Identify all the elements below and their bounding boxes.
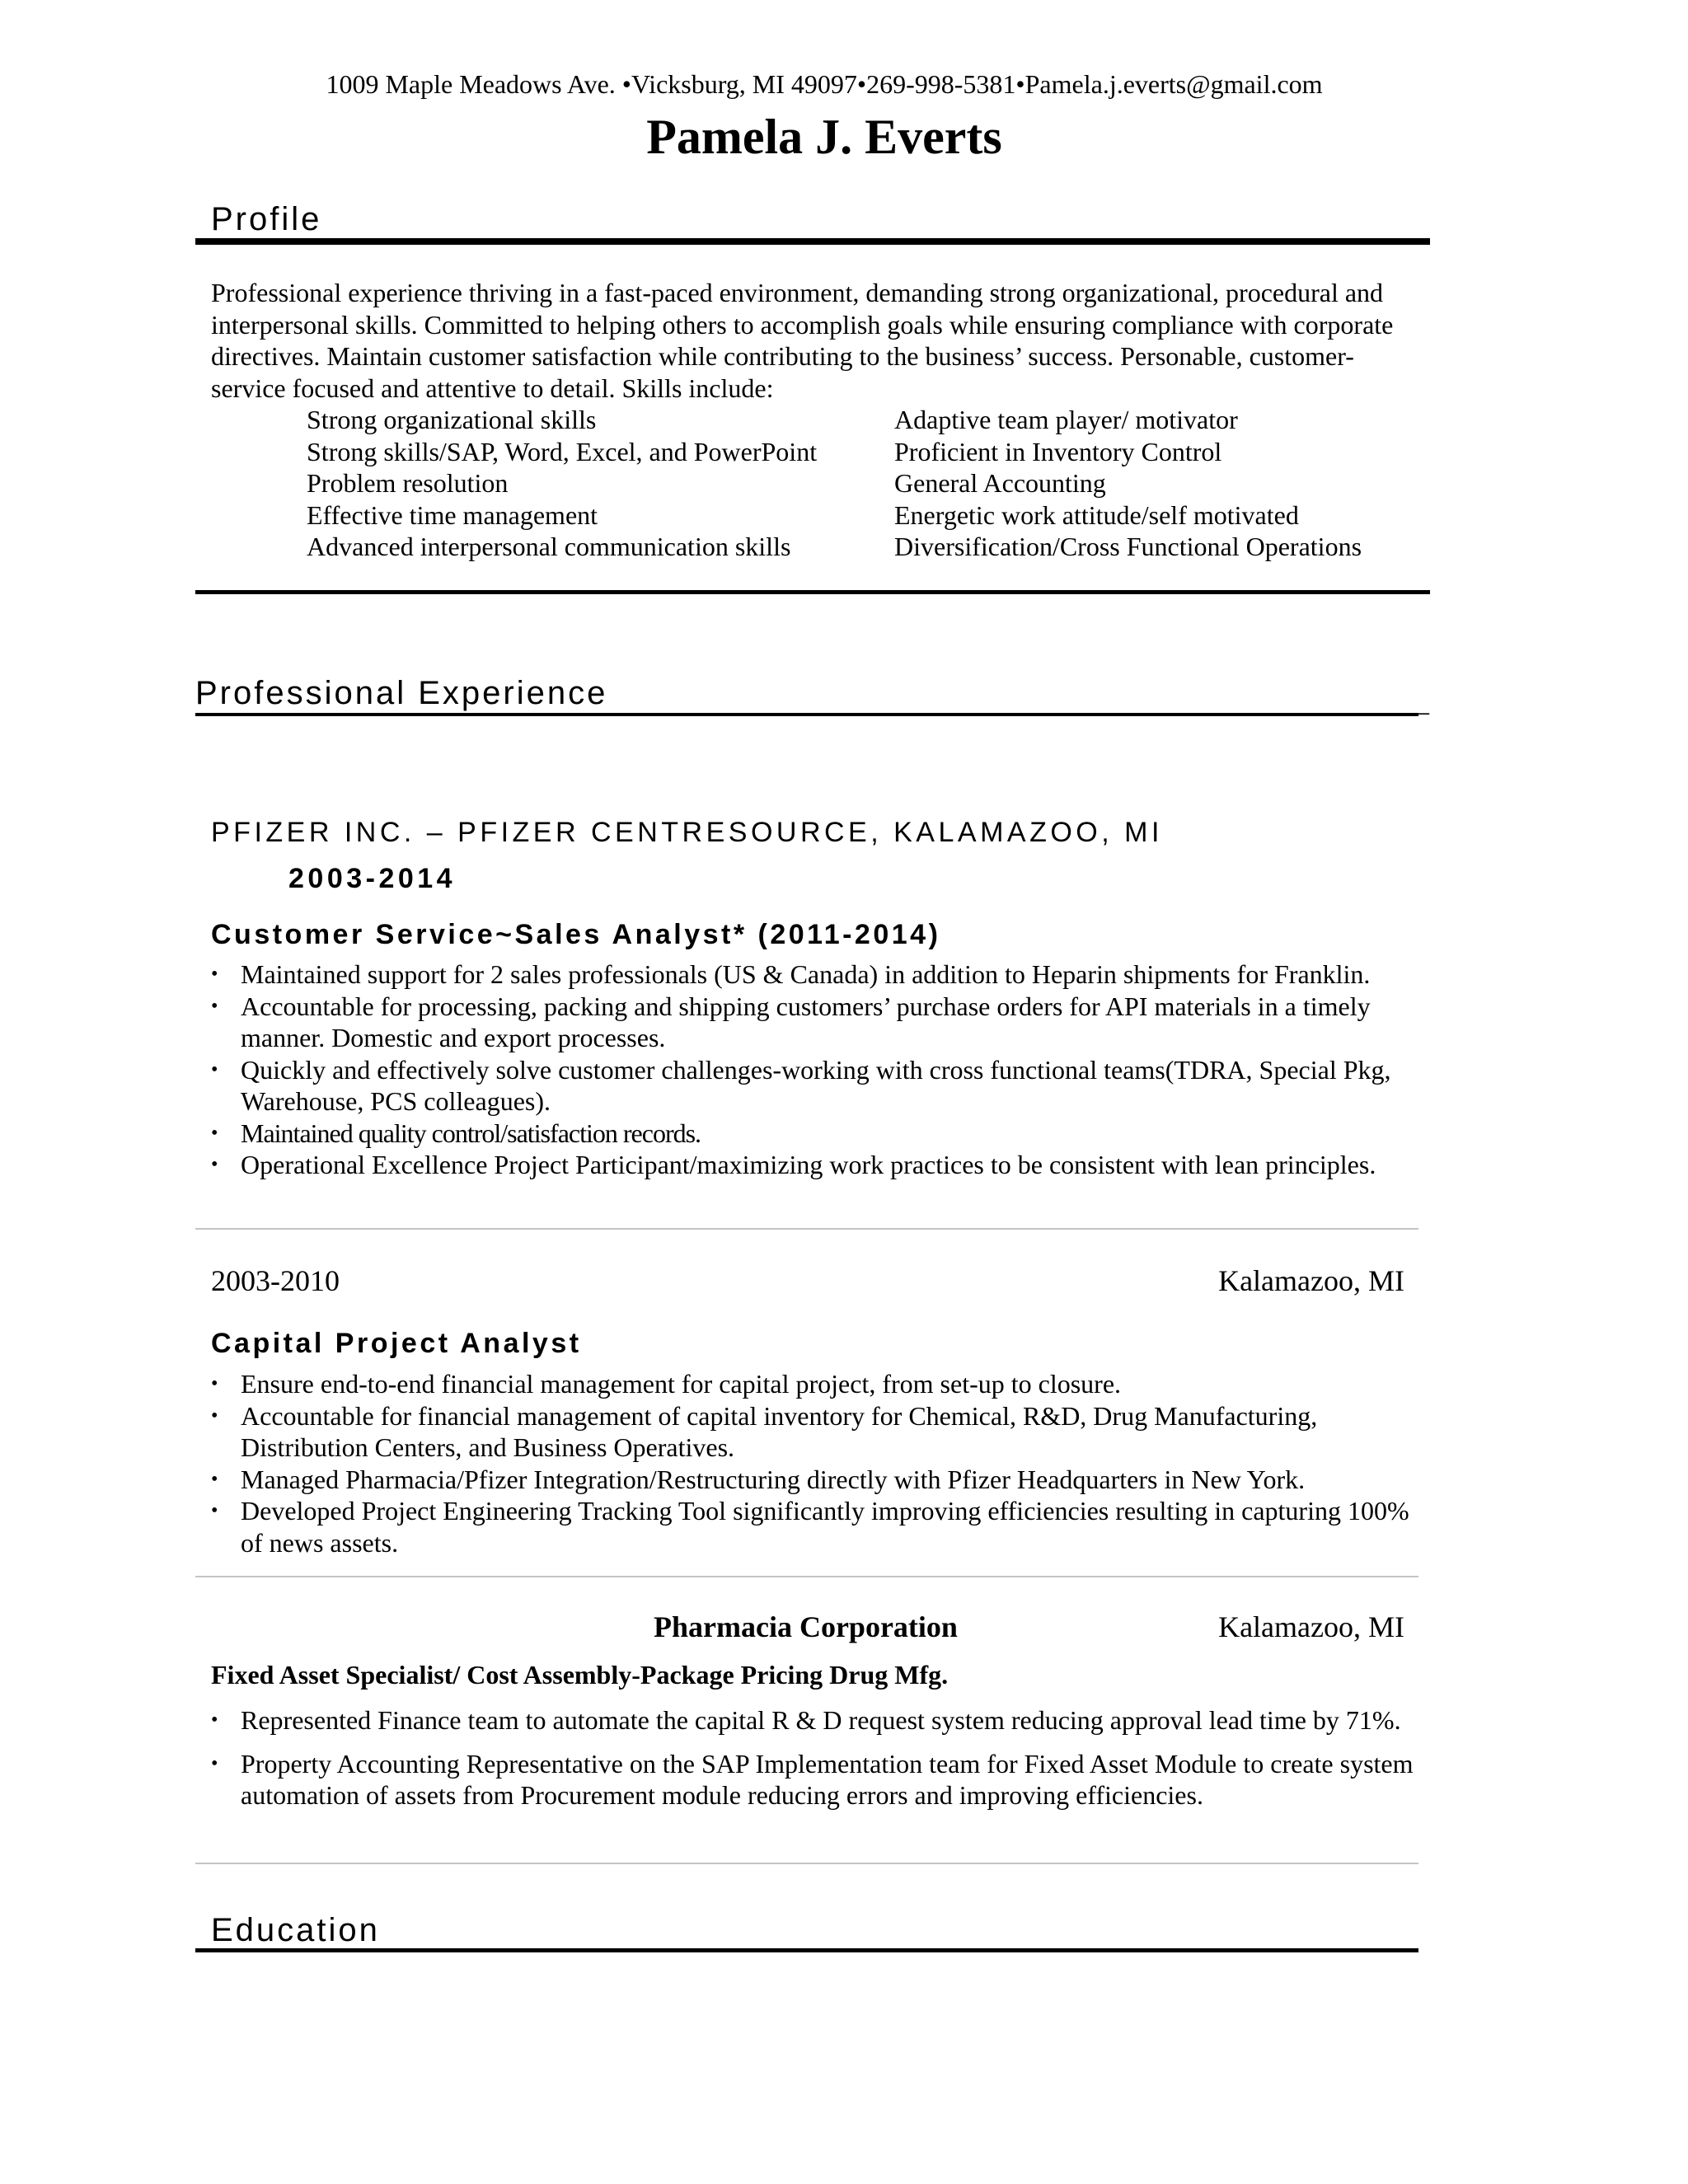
skill-item: Adaptive team player/ motivator — [894, 405, 1238, 434]
job-divider — [195, 1863, 1418, 1864]
job-title: Customer Service~Sales Analyst* (2011-2014) — [211, 919, 941, 950]
job-divider — [195, 1228, 1418, 1230]
skill-item: Energetic work attitude/self motivated — [894, 499, 1299, 530]
list-item: • Property Accounting Representative on the SAP Implementation team for Fixed Asset Module to create system automation of assets from Procurement module reducing errors and improving efficiencies. — [211, 1748, 1414, 1811]
list-item: • Managed Pharmacia/Pfizer Integration/Restructuring directly with Pfizer Headquarters in New York. — [211, 1464, 1414, 1496]
list-item: • Developed Project Engineering Tracking Tool significantly improving efficiencies resulting in capturing 100% of news assets. — [211, 1495, 1414, 1558]
experience-rule-trailing-mark: _ — [1416, 687, 1429, 717]
list-item: • Maintained support for 2 sales professionals (US & Canada) in addition to Heparin shipments for Franklin. — [211, 958, 1414, 991]
profile-rule-bottom — [195, 590, 1430, 594]
list-item: • Accountable for financial management of capital inventory for Chemical, R&D, Drug Manufacturing, Distribution Centers, and Business Operatives. — [211, 1400, 1414, 1464]
education-rule — [195, 1948, 1418, 1952]
list-item: • Operational Excellence Project Participant/maximizing work practices to be consistent with lean principles. — [211, 1149, 1414, 1181]
job-location: Kalamazoo, MI — [1218, 1264, 1404, 1297]
list-item: • Represented Finance team to automate the capital R & D request system reducing approval lead time by 71%. — [211, 1704, 1414, 1736]
list-item: • Ensure end-to-end financial management for capital project, from set-up to closure. — [211, 1368, 1414, 1400]
experience-rule — [195, 713, 1418, 716]
job-title: Fixed Asset Specialist/ Cost Assembly-Package Pricing Drug Mfg. — [211, 1660, 949, 1690]
skill-item: General Accounting — [894, 468, 1106, 498]
profile-paragraph: Professional experience thriving in a fast-paced environment, demanding strong organizational, procedural and interpersonal skills. Committed to helping others to accomplish goals while ensuring compliance with corporate directives. Maintain customer satisfaction while contributing to the business’ success. Personable, customer-service focused and attentive to detail. Skills include: — [211, 278, 1394, 403]
skill-item: Problem resolution — [307, 468, 509, 498]
education-heading: Education — [211, 1912, 380, 1948]
job-bullet-list — [211, 1368, 1414, 1558]
skill-item: Advanced interpersonal communication skills — [307, 532, 791, 561]
contact-line: 1009 Maple Meadows Ave. •Vicksburg, MI 49097•269-998-5381•Pamela.j.everts@gmail.com — [326, 69, 1323, 99]
job-years: 2003-2010 — [211, 1264, 340, 1297]
skill-item: Strong skills/SAP, Word, Excel, and PowerPoint — [307, 436, 818, 466]
skill-item: Diversification/Cross Functional Operations — [894, 532, 1362, 561]
job-title: Capital Project Analyst — [211, 1328, 582, 1359]
profile-heading: Profile — [211, 201, 322, 237]
job-bullet-list — [211, 1704, 1414, 1823]
experience-heading: Professional Experience — [195, 675, 608, 711]
skill-item: Effective time management — [307, 499, 598, 530]
candidate-name: Pamela J. Everts — [646, 110, 1002, 164]
skill-item: Strong organizational skills — [307, 405, 597, 434]
company-years: 2003-2014 — [288, 863, 457, 894]
skills-left-column — [307, 404, 817, 563]
job-company: Pharmacia Corporation — [654, 1610, 958, 1643]
job-location: Kalamazoo, MI — [1218, 1610, 1404, 1643]
profile-rule-top — [195, 238, 1430, 245]
skill-item: Proficient in Inventory Control — [894, 436, 1222, 466]
job-bullet-list — [211, 958, 1414, 1181]
company-heading: PFIZER INC. – PFIZER CENTRESOURCE, KALAMAZOO, MI — [211, 817, 1163, 848]
skills-right-column — [894, 404, 1362, 563]
list-item: • Quickly and effectively solve customer challenges-working with cross functional teams(TDRA, Special Pkg, Warehouse, PCS colleagues). — [211, 1054, 1414, 1118]
list-item: • Accountable for processing, packing and shipping customers’ purchase orders for API materials in a timely manner. Domestic and export processes. — [211, 991, 1414, 1054]
list-item: • Maintained quality control/satisfaction records. — [211, 1118, 1414, 1150]
job-divider — [195, 1576, 1418, 1577]
